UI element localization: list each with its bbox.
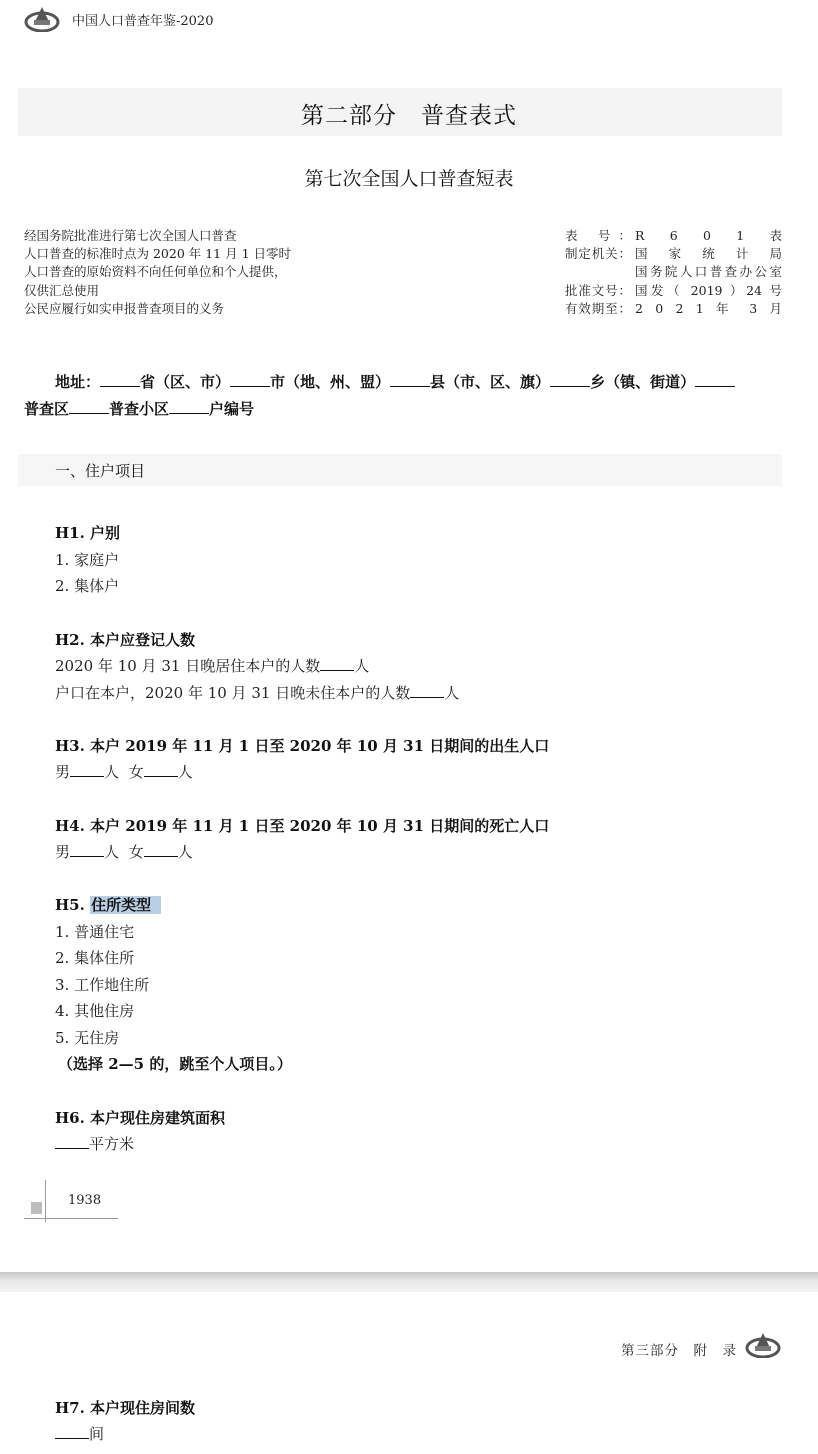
option-item: 3. 工作地住所 — [55, 976, 150, 994]
page-marker — [31, 1202, 42, 1214]
valid-value: 2 0 2 1 年 3 月 — [635, 301, 782, 316]
question-h7: H7. 本户现住房间数 — [55, 1399, 196, 1417]
page-number: 1938 — [68, 1193, 102, 1208]
section-title: 一、住户项目 — [55, 462, 146, 480]
question-h6: H6. 本户现住房建筑面积 — [55, 1109, 226, 1127]
note-line: 经国务院批准进行第七次全国人口普查 — [24, 228, 237, 243]
note-line: 公民应履行如实申报普查项目的义务 — [24, 301, 225, 316]
h2-line-1: 2020 年 10 月 31 日晚居住本户的人数 人 — [55, 657, 370, 675]
page-number-divider — [45, 1180, 46, 1222]
question-h3: H3. 本户 2019 年 11 月 1 日至 2020 年 10 月 31 日期间的出生人口 — [55, 737, 550, 755]
census-logo-icon — [745, 1330, 781, 1358]
h4-answer: 男 人 女 人 — [55, 843, 193, 861]
agency-value: 国 家 统 计 局 — [635, 246, 782, 261]
option-item: 2. 集体户 — [55, 577, 120, 595]
option-item: 4. 其他住房 — [55, 1002, 135, 1020]
question-h5: H5. 住所类型 — [55, 894, 161, 915]
page2-header-title: 第三部分 附 录 — [621, 1343, 737, 1359]
question-h1: H1. 户别 — [55, 524, 121, 542]
part-title: 第二部分 普查表式 — [301, 103, 517, 129]
note-line: 人口普查的标准时点为 2020 年 11 月 1 日零时 — [24, 246, 292, 261]
option-item: 2. 集体住所 — [55, 949, 135, 967]
form-title: 第七次全国人口普查短表 — [304, 168, 514, 190]
yearbook-title: 中国人口普查年鉴-2020 — [72, 14, 214, 29]
form-number-value: R 6 0 1 表 — [635, 228, 782, 243]
option-item: 1. 家庭户 — [55, 551, 120, 569]
h3-answer: 男 人 女 人 — [55, 763, 193, 781]
option-item: 1. 普通住宅 — [55, 923, 135, 941]
question-h4: H4. 本户 2019 年 11 月 1 日至 2020 年 10 月 31 日期间的死亡人口 — [55, 817, 550, 835]
valid-label: 有效期至： — [565, 301, 631, 316]
agency-label: 制定机关： — [565, 246, 631, 261]
h2-line-2: 户口在本户，2020 年 10 月 31 日晚未住本户的人数 人 — [55, 684, 460, 702]
h7-answer: 间 — [55, 1423, 104, 1444]
skip-note: （选择 2—5 的，跳至个人项目。） — [58, 1055, 292, 1073]
approval-label: 批准文号： — [565, 283, 631, 298]
address-line-2: 普查区 普查小区 户编号 — [24, 400, 255, 418]
page-separator — [0, 1272, 818, 1292]
note-line: 仅供汇总使用 — [24, 283, 100, 298]
approval-value: 国发（ 2019 ）24 号 — [635, 283, 782, 298]
agency-value-2: 国务院人口普查办公室 — [635, 264, 782, 279]
note-line: 人口普查的原始资料不向任何单位和个人提供， — [24, 264, 287, 279]
selected-text-highlight[interactable]: 住所类型 — [90, 896, 161, 914]
address-line-1: 地址： 省（区、市） 市（地、州、盟） 县（市、区、旗） 乡（镇、街道） — [55, 371, 735, 392]
page-number-underline — [24, 1218, 118, 1219]
option-item: 5. 无住房 — [55, 1029, 120, 1047]
form-number-label: 表 号： — [565, 228, 631, 243]
question-h2: H2. 本户应登记人数 — [55, 631, 196, 649]
census-logo-icon — [24, 4, 60, 32]
h6-answer: 平方米 — [55, 1133, 134, 1154]
